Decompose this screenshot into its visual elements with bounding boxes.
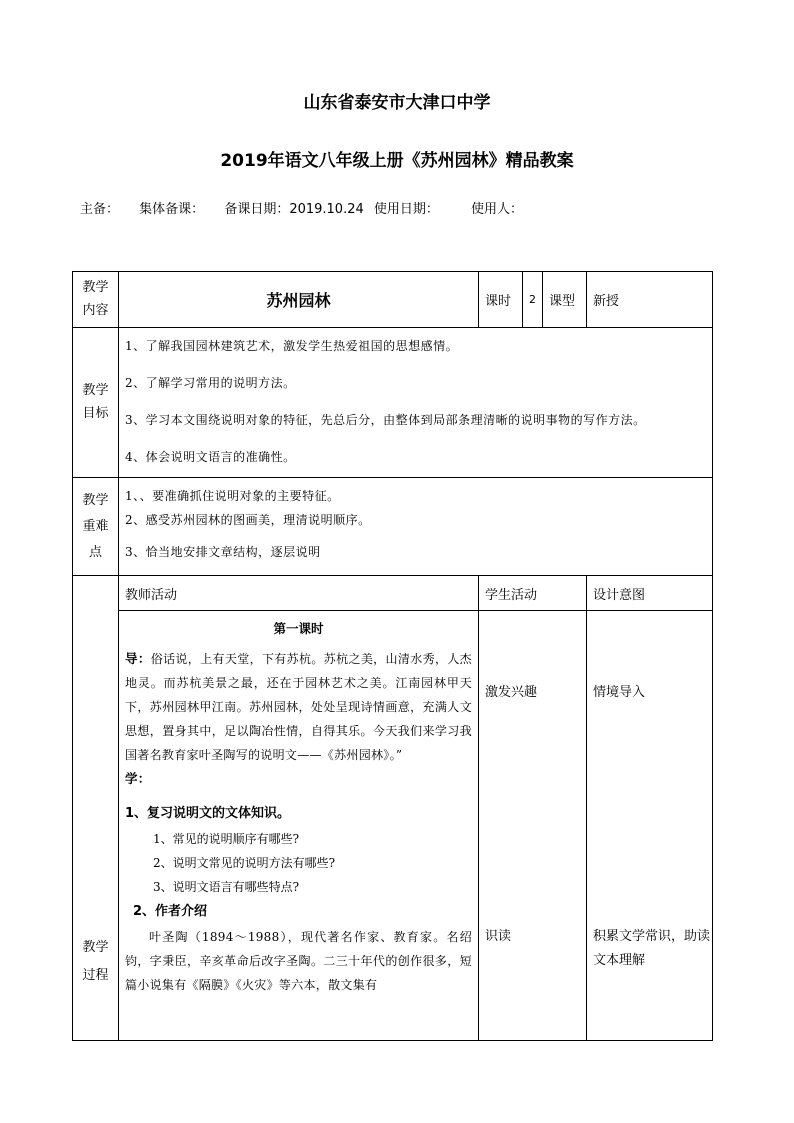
difficulty-item: 2、感受苏州园林的图画美，理清说明顺序。 <box>125 513 371 527</box>
difficulties-list <box>119 478 713 576</box>
lesson-title: 苏州园林 <box>119 272 479 328</box>
period-label: 课时 <box>479 272 523 328</box>
goals-list <box>119 328 713 478</box>
goal-item: 3、学习本文围绕说明对象的特征，先总后分，由整体到局部条理清晰的说明事物的写作方法。 <box>125 413 646 427</box>
question-item: 3、说明文语言有哪些特点? <box>153 880 300 894</box>
row-difficulties <box>73 478 713 576</box>
design-intent <box>587 611 713 1041</box>
study-label: 学： <box>125 771 151 786</box>
section-1: 1、复习说明文的文体知识。 <box>125 806 291 821</box>
document-title: 2019年语文八年级上册《苏州园林》精品教案 <box>220 151 574 171</box>
section-2: 2、作者介绍 <box>133 904 208 919</box>
meta-prep-date: 备课日期：2019.10.24 <box>224 202 364 217</box>
period-value: 2 <box>523 272 543 328</box>
meta-line <box>80 198 539 217</box>
design-intent-header: 设计意图 <box>587 576 713 611</box>
type-value: 新授 <box>587 272 713 328</box>
content-label: 教学内容 <box>73 272 119 328</box>
row-goals <box>73 328 713 478</box>
student-activity-header: 学生活动 <box>479 576 587 611</box>
difficulty-label: 教学 重难 点 <box>73 478 119 576</box>
process-label: 教学 过程 <box>73 576 119 1041</box>
lesson-plan-table <box>72 271 713 1041</box>
student-activity-1: 激发兴趣 <box>485 685 538 700</box>
goals-label: 教学目标 <box>73 328 119 478</box>
question-item: 1、常见的说明顺序有哪些? <box>153 832 300 846</box>
meta-use-date: 使用日期： <box>373 202 439 217</box>
lesson-heading: 第一课时 <box>273 621 324 636</box>
student-activity <box>479 611 587 1041</box>
goal-item: 1、了解我国园林建筑艺术，激发学生热爱祖国的思想感情。 <box>125 339 459 353</box>
meta-lead: 主备： <box>80 202 120 217</box>
difficulty-item: 3、恰当地安排文章结构，逐层说明 <box>125 545 321 559</box>
question-item: 2、说明文常见的说明方法有哪些? <box>153 856 336 870</box>
goal-item: 2、了解学习常用的说明方法。 <box>125 376 296 390</box>
row-process-body <box>73 611 713 1041</box>
teacher-activity <box>119 611 479 1041</box>
student-activity-2: 识读 <box>485 929 512 944</box>
intro-label: 导： <box>125 651 151 666</box>
school-name: 山东省泰安市大津口中学 <box>303 93 491 113</box>
intro-text: 俗话说，上有天堂，下有苏杭。苏杭之美，山清水秀，人杰地灵。而苏杭美景之最，还在于园林艺术之美。江南园林甲天下，苏州园林甲江南。苏州园林，处处呈现诗情画意，充满人文思想，置身其中，足以陶冶性情，自得其乐。今天我们来学习我国著名教育家叶圣陶写的说明文——《苏州园林》。” <box>125 652 472 762</box>
meta-user: 使用人： <box>471 202 524 217</box>
design-intent-1: 情境导入 <box>593 685 646 700</box>
difficulty-item: 1、、要准确抓住说明对象的主要特征。 <box>125 489 340 503</box>
goal-item: 4、体会说明文语言的准确性。 <box>125 450 296 464</box>
teacher-activity-header: 教师活动 <box>119 576 479 611</box>
design-intent-2: 积累文学常识，助读文本理解 <box>593 929 711 968</box>
row-content <box>73 272 713 328</box>
row-process-header <box>73 576 713 611</box>
meta-group: 集体备课： <box>139 202 205 217</box>
intro-paragraph <box>125 647 472 767</box>
author-intro: 叶圣陶（1894～1988），现代著名作家、教育家。名绍钧，字秉臣，辛亥革命后改字圣陶。二三十年代的创作很多，短篇小说集有《隔膜》《火灾》等六本，散文集有 <box>125 930 472 992</box>
type-label: 课型 <box>543 272 587 328</box>
